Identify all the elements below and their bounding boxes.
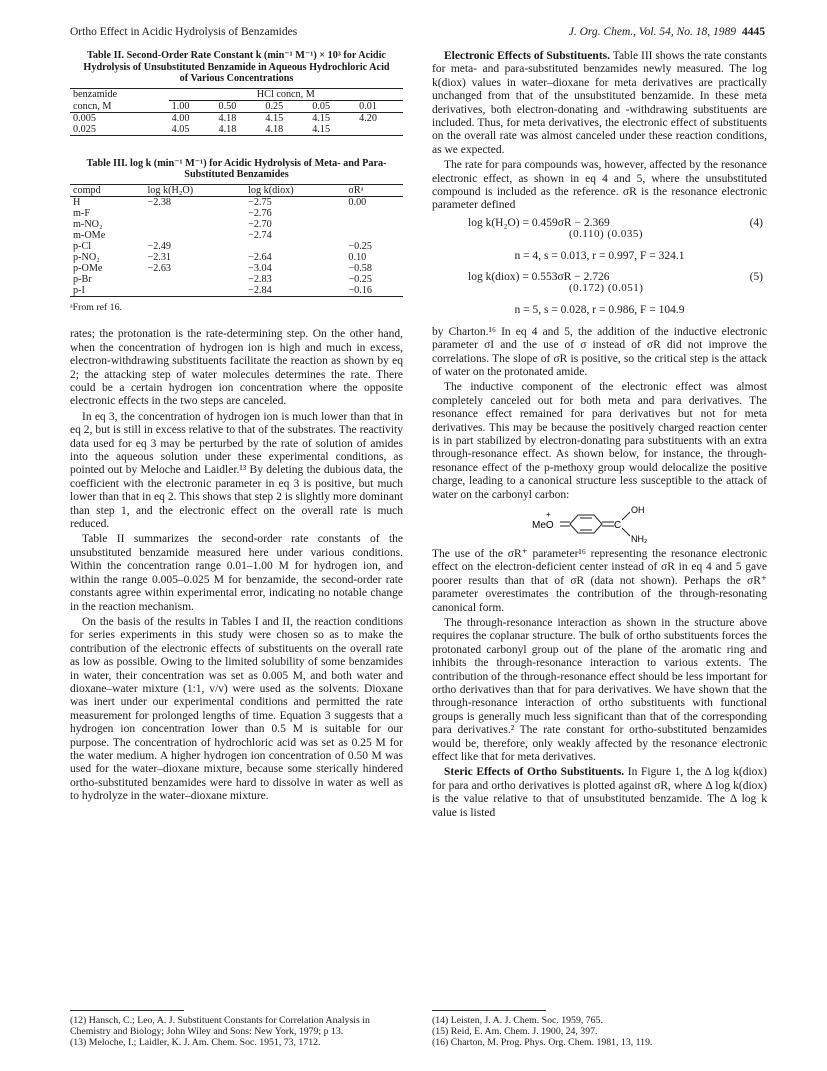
table-cell: 0.10 — [348, 251, 367, 263]
table-cell: −2.76 — [248, 207, 272, 219]
equation-number: (4) — [749, 216, 763, 229]
equation-text: log k(H₂O) = 0.459σR − 2.369 — [468, 216, 610, 229]
paragraph: The inductive component of the electronic effect was almost completely canceled out for both meta and para derivatives. The resonance effect remained for para derivatives but not for meta derivatives. This may be because the positively charged reaction center is in part stabilized by electron-donating para substituents with an extra through-resonance effect. As shown below, for instance, the through-resonance effect of the p-methoxy group would delocalize the positive charge, leading to a canonical structure less susceptible to the attack of water on the carbonyl carbon: — [432, 381, 767, 501]
paragraph: On the basis of the results in Tables I and II, the reaction conditions for series experiments in this study were chosen so as to make the contribution of the electronic effects of substituents on the overall rate as low as possible. Owing to the limited solubility of some benzamides in water, their concentration was set as 0.005 M, and both water and dioxane–water mixture (1:1, v/v) were used as the solvents. Dioxane was inert under our experimental conditions and permitted the rate measurement for prolonged lengths of time. Equation 3 suggests that a hydrogen ion concentration lower than 0.5 M is suitable for our purpose. The concentration of hydrochloric acid was set as 0.25 M for the water medium. A higher hydrogen ion concentration of 0.50 M was used for the water–dioxane mixture, because some sterically hindered ortho-substituted benzamides were hard to dissolve in water as well as to hydrolyze in the water–dioxane mixture. — [70, 615, 403, 803]
equation-standard-errors: (0.110) (0.035) — [569, 227, 643, 240]
table-row — [70, 230, 403, 241]
table-cell: −0.25 — [348, 240, 372, 252]
paragraph — [432, 766, 767, 820]
equation-text: log k(diox) = 0.553σR − 2.726 — [468, 271, 610, 284]
table-cell — [356, 124, 403, 136]
table-cell: −2.31 — [147, 251, 172, 263]
section-heading: Steric Effects of Ortho Substituents. — [444, 766, 625, 779]
table-row — [70, 274, 403, 285]
table2-col-header: 0.05 — [309, 100, 356, 112]
left-body-text — [70, 328, 403, 803]
footnote: (12) Hansch, C.; Leo, A. J. Substituent Constants for Correlation Analysis in Chemistry and Biology; John Wiley and Sons: New York, 1979; p 13. — [70, 1015, 370, 1037]
footnote: (14) Leisten, J. A. J. Chem. Soc. 1959, 765. — [432, 1015, 603, 1026]
table-cell: −0.58 — [348, 262, 372, 274]
paragraph: The use of the σR⁺ parameter¹⁶ representing the resonance electronic effect on the electron-deficient center instead of σR in eq 4 and 5 gave poorer results than that of σR (data not shown). Perhaps the σR⁺ parameter overestimates the contribution of the through-resonating canonical form. — [432, 547, 767, 614]
table-cell — [345, 219, 403, 230]
table-cell: H — [73, 196, 81, 208]
table2-caption: Table II. Second-Order Rate Constant k (min⁻¹ M⁻¹) × 10³ for Acidic Hydrolysis of Unsubstituted Benzamide in Aqueous Hydrochloric Acid of Various Concentrations — [83, 50, 390, 85]
table-cell: 4.00 — [171, 112, 190, 124]
table-cell: −2.84 — [245, 285, 345, 297]
paragraph: rates; the protonation is the rate-determining step. On the other hand, when the concentration of hydrogen ion is high and much in excess, electron-withdrawing substituents facilitate the reaction as shown by eq 2; the attacking step of water molecules determines the rate. There could be a certain hydrogen ion concentration where the opposite electronic effects in the two steps are canceled. — [70, 328, 403, 408]
footnotes-left — [70, 1015, 403, 1048]
table-cell: −2.63 — [147, 262, 172, 274]
right-column — [432, 50, 767, 822]
table-cell: m-OMe — [73, 229, 106, 241]
table-row — [70, 208, 403, 219]
table-cell: 4.15 — [312, 112, 331, 124]
journal-name: J. Org. Chem., Vol. 54, No. 18, 1989 — [568, 26, 736, 38]
paragraph-text: Table III shows the rate constants for meta- and para-substituted benzamides newly measured. The log k(diox) values in water–dioxane for meta derivatives are practically unchanged from that of the unsubstituted benzamide. In these meta derivatives, both electron-donating and -withdrawing substituents are included. Thus, for meta derivatives, the electronic effect of substituents on the overall rate was almost canceled under these reaction conditions, as we expected. — [432, 50, 768, 156]
paragraph: The rate for para compounds was, however, affected by the resonance electronic effect, as shown in eq 4 and 5, where the unsubstituted compound is included as the reference. σR is the resonance electronic parameter defined — [432, 159, 767, 212]
positive-charge-label: + — [546, 509, 551, 519]
table-cell — [144, 208, 245, 219]
single-bond-line — [622, 528, 630, 536]
table-cell: p-I — [70, 285, 144, 297]
table-row — [70, 219, 403, 230]
table-cell: −2.83 — [248, 273, 272, 285]
table-cell: p-NO₂ — [73, 251, 100, 263]
table-cell: 0.00 — [348, 196, 367, 208]
table-row — [70, 241, 403, 252]
table3-footnote: ᵃFrom ref 16. — [70, 301, 122, 313]
table-cell — [144, 285, 245, 297]
table-cell: 4.18 — [262, 124, 309, 136]
footnotes-right — [432, 1015, 767, 1048]
table-row — [70, 263, 403, 274]
table-cell: −2.64 — [248, 251, 272, 263]
footnote-rule — [70, 1010, 184, 1011]
footnote: (15) Reid, E. Am. Chem. J. 1900, 24, 397. — [432, 1026, 598, 1037]
paragraph: In eq 3, the concentration of hydrogen ion is much lower than that in eq 2, but is still in excess relative to that of the substrates. The reactivity data used for eq 3 may be perturbed by the rate of solution of amides into the aqueous solution under these experimental conditions, as pointed out by Meloche and Laidler.¹³ By deleting the dubious data, the coefficient with the electronic parameter in eq 3 is positive, but much lower than that in eq 2. This shows that step 2 is slightly more dominant than step 1, and the electronic effect on the overall rate is much reduced. — [70, 410, 403, 531]
table-cell: 4.18 — [215, 124, 262, 136]
table2-group-header: HCl concn, M — [169, 88, 403, 100]
section-heading: Electronic Effects of Substituents. — [444, 50, 611, 62]
table3-col-header: log k(H₂O) — [144, 184, 245, 196]
equation-standard-errors: (0.172) (0.051) — [569, 282, 644, 295]
carbon-label: C — [614, 519, 622, 531]
table2-col-header: 1.00 — [169, 100, 216, 112]
table-cell — [144, 274, 245, 285]
table-cell: −0.25 — [348, 273, 372, 285]
table-row — [70, 252, 403, 263]
table-cell — [144, 230, 245, 241]
table3-col-header: log k(diox) — [245, 184, 345, 196]
table-row — [70, 112, 403, 124]
equation-statistics: n = 4, s = 0.013, r = 0.997, F = 324.1 — [514, 249, 685, 262]
table-cell: −2.70 — [248, 218, 272, 230]
single-bond-line — [622, 512, 630, 520]
table-cell: p-Br — [73, 273, 92, 285]
table-cell: 4.18 — [218, 112, 237, 124]
table2-stub-header: benzamide — [70, 88, 169, 100]
journal-citation — [569, 26, 765, 38]
table-cell — [245, 241, 345, 252]
table-row — [70, 196, 403, 208]
left-column — [70, 50, 403, 806]
hydroxyl-label: OH — [631, 504, 645, 515]
table3 — [70, 184, 403, 297]
paragraph-text: In Figure 1, the Δ log k(diox) for para and ortho derivatives is plotted against σR, where Δ log k(diox) is the value relative to that of unsubstituted benzamide. The Δ log k value is listed — [432, 766, 767, 819]
table-cell: p-OMe — [73, 262, 103, 274]
table-cell: m-NO₂ — [73, 218, 103, 230]
table2 — [70, 88, 403, 136]
table-cell: −3.04 — [248, 262, 272, 274]
methoxy-label: MeO — [532, 519, 554, 531]
paragraph: Table II summarizes the second-order rate constants of the unsubstituted benzamide measured here under various conditions. Within the concentration range 0.01–1.00 M for hydrogen ion, and within the range 0.005–0.025 M for benzamide, the second-order rate constants agree within experimental error, indicating no notable change in the reaction mechanism. — [70, 533, 403, 613]
table-cell: −2.74 — [248, 229, 272, 241]
table-row — [70, 124, 403, 136]
table-cell: p-Cl — [73, 240, 92, 252]
table2-col-header: 0.50 — [215, 100, 262, 112]
table2-col-header: 0.01 — [356, 100, 403, 112]
table-cell: 0.005 — [73, 112, 96, 124]
table-cell: 4.20 — [359, 112, 377, 124]
table3-caption: Table III. log k (min⁻¹ M⁻¹) for Acidic Hydrolysis of Meta- and Para-Substituted Benzamides — [86, 157, 387, 181]
footnote: (13) Meloche, I.; Laidler, K. J. Am. Chem. Soc. 1951, 73, 1712. — [70, 1037, 321, 1048]
canonical-structure-diagram — [524, 504, 674, 544]
table3-col-header: σRᵃ — [345, 184, 403, 196]
table-cell — [345, 208, 403, 219]
table2-col-header: 0.25 — [262, 100, 309, 112]
table-cell: 0.025 — [70, 124, 169, 136]
table-cell: −0.16 — [345, 285, 403, 297]
chemical-structure — [432, 504, 767, 544]
amino-label: NH₂ — [631, 533, 648, 544]
page-number: 4445 — [742, 26, 765, 38]
footnote: (16) Charton, M. Prog. Phys. Org. Chem. 1981, 13, 119. — [432, 1037, 653, 1048]
table-cell: 4.15 — [309, 124, 356, 136]
table-cell: 4.15 — [265, 112, 284, 124]
table2-stub-header: concn, M — [70, 100, 169, 112]
table-cell: −2.75 — [248, 196, 272, 208]
equation-5 — [432, 271, 767, 301]
table-cell — [144, 219, 245, 230]
table-cell — [345, 230, 403, 241]
table-cell: 4.05 — [169, 124, 216, 136]
table-cell: m-F — [73, 207, 90, 219]
equation-statistics: n = 5, s = 0.028, r = 0.986, F = 104.9 — [514, 304, 685, 317]
paragraph — [432, 50, 767, 157]
footnote-rule — [432, 1010, 546, 1011]
table-row — [70, 285, 403, 297]
table-cell: −2.49 — [147, 240, 172, 252]
table3-col-header: compd — [70, 184, 144, 196]
equation-4 — [432, 217, 767, 247]
table3-body — [70, 196, 403, 296]
equation-number: (5) — [749, 271, 763, 284]
running-title: Ortho Effect in Acidic Hydrolysis of Benzamides — [70, 26, 298, 38]
paragraph: by Charton.¹⁶ In eq 4 and 5, the addition of the inductive electronic parameter σI and the use of σ instead of σR did not improve the correlations. The slope of σR is positive, so the critical step is the attack of water on the protonated amide. — [432, 325, 767, 378]
paragraph: The through-resonance interaction as shown in the structure above requires the coplanar structure. The bulk of ortho substituents forces the protonated carbonyl group out of the plane of the aromatic ring and inhibits the through-resonance interaction to various extents. The contribution of the through-resonance effect should be less important for ortho derivatives than that for para derivatives. We have shown that the through-resonance interaction of ortho substituents with functional groups is generally much less significant than that of the corresponding para derivatives.² The rate constant for ortho-substituted benzamides would be, therefore, only weakly affected by the resonance electronic effect like that for meta derivatives. — [432, 617, 767, 764]
table-cell: −2.38 — [147, 196, 172, 208]
